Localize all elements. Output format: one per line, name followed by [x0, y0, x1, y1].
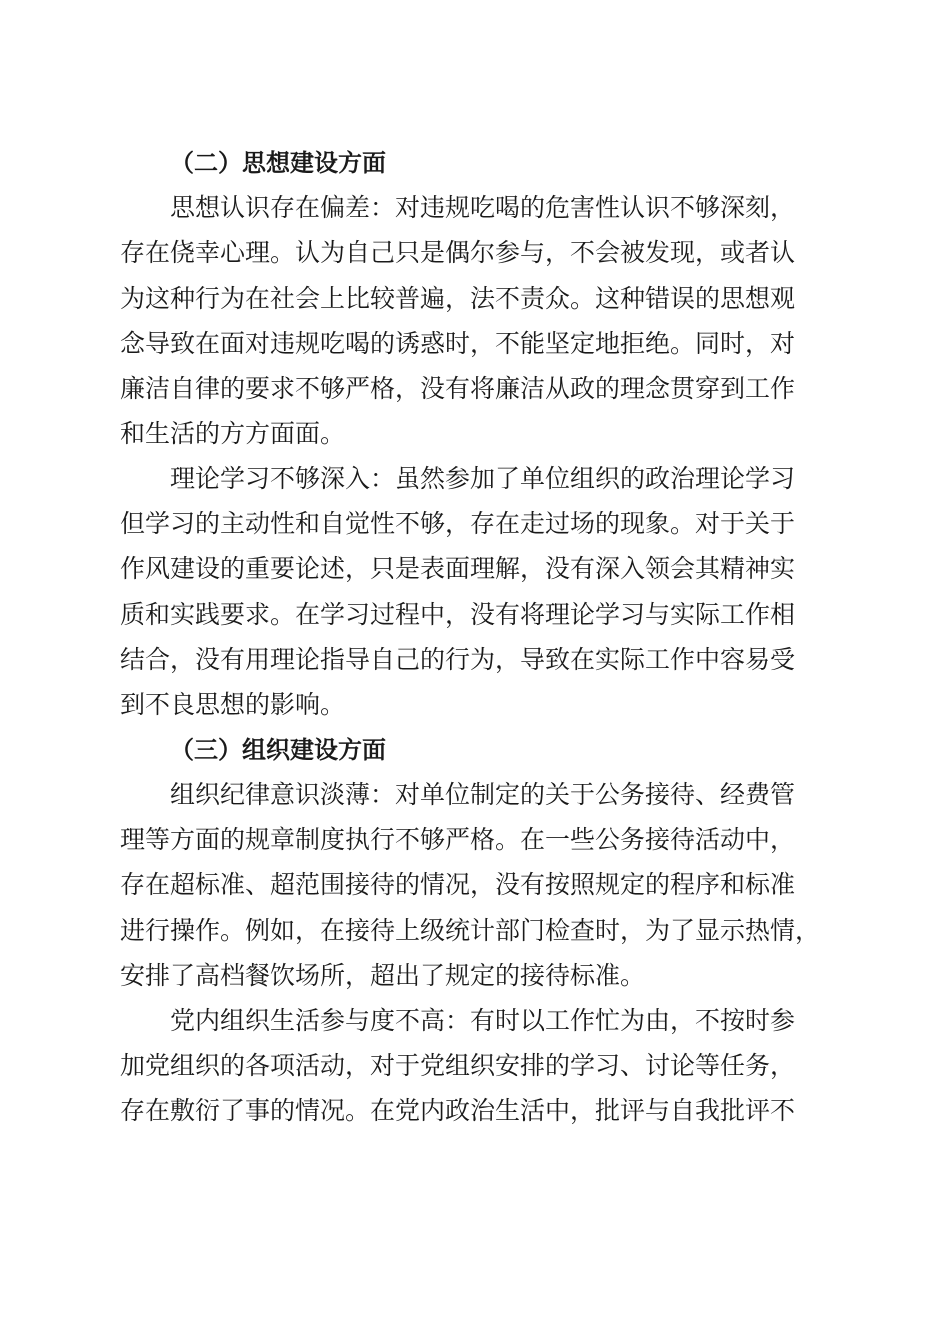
paragraph-line: 加党组织的各项活动，对于党组织安排的学习、讨论等任务， [120, 1051, 796, 1080]
paragraph-line: 存在敷衍了事的情况。在党内政治生活中，批评与自我批评不 [120, 1096, 796, 1125]
paragraph-line: 作风建设的重要论述，只是表面理解，没有深入领会其精神实 [120, 554, 796, 583]
paragraph-line: 到不良思想的影响。 [120, 690, 346, 719]
paragraph-line: 进行操作。例如，在接待上级统计部门检查时，为了显示热情， [120, 916, 821, 945]
paragraph-line: 质和实践要求。在学习过程中，没有将理论学习与实际工作相 [120, 600, 796, 629]
paragraph-line: 为这种行为在社会上比较普遍，法不责众。这种错误的思想观 [120, 284, 796, 313]
paragraph-line: 党内组织生活参与度不高：有时以工作忙为由，不按时参 [170, 1006, 796, 1035]
paragraph-line: 和生活的方方面面。 [120, 419, 346, 448]
paragraph-line: 存在侥幸心理。认为自己只是偶尔参与，不会被发现，或者认 [120, 238, 796, 267]
section-heading-organization: （三）组织建设方面 [170, 736, 386, 764]
paragraph-line: 结合，没有用理论指导自己的行为，导致在实际工作中容易受 [120, 645, 796, 674]
paragraph-line: 思想认识存在偏差：对违规吃喝的危害性认识不够深刻， [170, 193, 796, 222]
paragraph-line: 理论学习不够深入：虽然参加了单位组织的政治理论学习 [170, 464, 796, 493]
paragraph-line: 安排了高档餐饮场所，超出了规定的接待标准。 [120, 961, 646, 990]
paragraph-line: 廉洁自律的要求不够严格，没有将廉洁从政的理念贯穿到工作 [120, 374, 796, 403]
paragraph-line: 但学习的主动性和自觉性不够，存在走过场的现象。对于关于 [120, 509, 796, 538]
paragraph-line: 组织纪律意识淡薄：对单位制定的关于公务接待、经费管 [170, 780, 796, 809]
paragraph-line: 存在超标准、超范围接待的情况，没有按照规定的程序和标准 [120, 870, 796, 899]
paragraph-line: 念导致在面对违规吃喝的诱惑时，不能坚定地拒绝。同时，对 [120, 329, 796, 358]
section-heading-ideology: （二）思想建设方面 [170, 149, 386, 177]
paragraph-line: 理等方面的规章制度执行不够严格。在一些公务接待活动中， [120, 825, 796, 854]
